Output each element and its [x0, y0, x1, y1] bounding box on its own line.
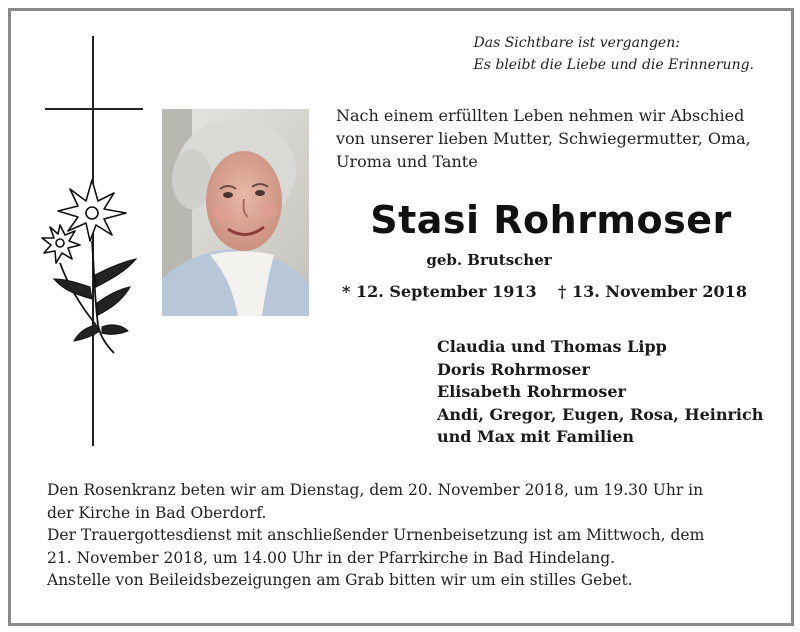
- motto: [474, 32, 755, 76]
- motto-line-2: Es bleibt die Liebe und die Erinnerung.: [473, 57, 754, 73]
- rosary-line-2: der Kirche in Bad Oberdorf.: [47, 503, 267, 522]
- birth-name: geb. Brutscher: [426, 251, 552, 269]
- mourners-list: [437, 336, 763, 449]
- rosary-line-1: Den Rosenkranz beten wir am Dienstag, dem 20. November 2018, um 19.30 Uhr in: [47, 481, 704, 499]
- rosary-notice: [47, 479, 767, 524]
- motto-line-1: Das Sichtbare ist vergangen:: [473, 35, 680, 51]
- mourner-line: Doris Rohrmoser: [437, 359, 590, 379]
- cross-horizontal-bar: [45, 108, 143, 110]
- portrait-photo: [162, 109, 309, 316]
- funeral-service-notice: [47, 524, 767, 569]
- service-line-2: 21. November 2018, um 14.00 Uhr in der Pfarrkirche in Bad Hindelang.: [47, 548, 616, 567]
- condolence-request: Anstelle von Beileidsbezeigungen am Grab bitten wir um ein stilles Gebet.: [47, 571, 633, 589]
- birth-date: * 12. September 1913: [342, 282, 537, 301]
- intro-line-1: Nach einem erfüllten Leben nehmen wir Abschied: [336, 106, 745, 125]
- death-date: † 13. November 2018: [558, 282, 747, 301]
- service-line-1: Der Trauergottesdienst mit anschließender Urnenbeisetzung ist am Mittwoch, dem: [47, 526, 705, 544]
- mourner-line: Elisabeth Rohrmoser: [437, 382, 626, 401]
- intro-text: [336, 104, 766, 173]
- edelweiss-icon: [40, 175, 150, 360]
- intro-line-3: Uroma und Tante: [336, 152, 478, 171]
- deceased-name: Stasi Rohrmoser: [370, 198, 732, 242]
- service-notices: [47, 479, 767, 592]
- mourner-line: und Max mit Familien: [437, 427, 635, 446]
- mourner-line: Claudia und Thomas Lipp: [437, 337, 667, 356]
- mourner-line: Andi, Gregor, Eugen, Rosa, Heinrich: [437, 404, 764, 424]
- intro-line-2: von unserer lieben Mutter, Schwiegermutter, Oma,: [336, 129, 751, 148]
